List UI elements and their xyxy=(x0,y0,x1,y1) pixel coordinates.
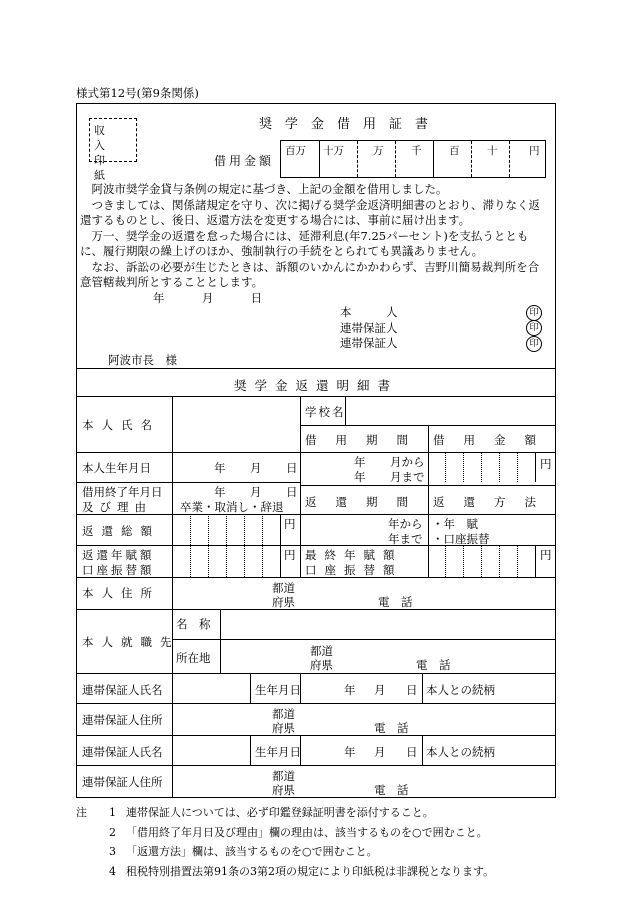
phone-label: 電 話 xyxy=(416,658,451,672)
label-end-date: 借用終了年月日 xyxy=(82,485,163,499)
rule xyxy=(76,609,556,610)
label-guarantor-birth: 生年月日 xyxy=(255,745,301,759)
rule xyxy=(172,673,173,798)
pref-line2: 府県 xyxy=(310,658,333,672)
revenue-stamp-box xyxy=(89,118,137,182)
digit-divider xyxy=(463,452,464,482)
rule xyxy=(172,639,556,640)
paragraph: なお、訴訟の必要が生じたときは、訴額のいかんにかかわらず、吉野川簡易裁判所を合意管轄裁判所とすることとします。 xyxy=(80,259,540,289)
document-title: 奨学金借用証書 xyxy=(258,117,441,132)
to-month: 月まで xyxy=(390,470,425,484)
digit-divider xyxy=(499,545,500,577)
label-final: 最終年賦額 xyxy=(305,548,403,562)
note-number: 2 xyxy=(109,825,116,839)
label-guarantor-name: 連帯保証人氏名 xyxy=(82,745,163,759)
label-relation: 本人との続柄 xyxy=(426,745,495,759)
stamp-line1: 収 入 xyxy=(94,124,134,152)
note-text: 「借用終了年月日及び理由」欄の理由は、該当するものを○で囲むこと。 xyxy=(126,825,488,839)
pref-line1: 都道 xyxy=(272,707,295,721)
digit-divider xyxy=(190,545,191,577)
phone-label: 電 話 xyxy=(374,783,409,797)
note-text: 租税特別措置法第91条の3第2項の規定により印紙税は非課税となります。 xyxy=(126,864,495,878)
pref-line1: 都道 xyxy=(272,581,295,595)
rule xyxy=(300,396,301,577)
date-month: 月 xyxy=(201,291,214,305)
unit-label: 十万 xyxy=(323,145,344,157)
label-annual: 返還年賦額 xyxy=(82,548,155,562)
digit-divider xyxy=(517,452,518,482)
pref-line1: 都道 xyxy=(272,769,295,783)
addressee: 阿波市長 様 xyxy=(108,353,177,367)
label-guarantor-address: 連帯保証人住所 xyxy=(82,775,163,789)
unit-label: 百万 xyxy=(285,145,306,157)
repay-to: 年まで xyxy=(388,532,423,546)
amount-label: 借用金額 xyxy=(214,154,275,168)
rule xyxy=(76,482,300,483)
digit-divider xyxy=(535,545,536,577)
seal-mark: 印 xyxy=(526,336,542,352)
g-month: 月 xyxy=(374,683,386,697)
label-repay-period: 返還期間 xyxy=(305,495,427,509)
paragraph: 万一、奨学金の返還を怠った場合には、延滞利息(年7.25パーセント)を支払うとともに、履行期限の繰上げのほか、強制執行の手続をとられても異議ありません。 xyxy=(80,228,529,258)
rule xyxy=(250,673,251,703)
note-item xyxy=(76,842,494,862)
digit-divider xyxy=(190,514,191,545)
digit-divider xyxy=(463,545,464,577)
method-annual[interactable]: ・年 賦 xyxy=(432,517,478,531)
rule xyxy=(428,425,429,577)
label-repay-method: 返還方法 xyxy=(433,495,555,509)
signer-principal: 本 人 xyxy=(340,305,398,319)
pref-line2: 府県 xyxy=(272,721,295,735)
method-transfer[interactable]: ・口座振替 xyxy=(432,532,490,546)
from-year: 年 xyxy=(354,455,366,469)
yen-unit: 円 xyxy=(540,457,552,471)
label-guarantor-address: 連帯保証人住所 xyxy=(82,713,163,727)
pref-line1: 都道 xyxy=(310,644,333,658)
label-end-reason: 及び理由 xyxy=(82,500,152,514)
seal-mark: 印 xyxy=(526,305,542,321)
label-repay-total: 返還総額 xyxy=(82,524,160,538)
digit-divider xyxy=(208,514,209,545)
label-borrow-period: 借用期間 xyxy=(305,433,427,447)
digit-divider xyxy=(244,514,245,545)
label-annual-transfer: 口座振替額 xyxy=(82,563,155,577)
digit-divider xyxy=(481,545,482,577)
signer-guarantor: 連帯保証人 xyxy=(340,336,398,350)
rule xyxy=(422,735,423,765)
birth-month: 月 xyxy=(250,461,262,475)
notes xyxy=(76,803,494,881)
unit-label: 円 xyxy=(529,145,540,157)
signer-guarantor: 連帯保証人 xyxy=(340,320,398,335)
note-item xyxy=(76,823,494,843)
from-month: 月から xyxy=(390,455,425,469)
unit-label: 千 xyxy=(411,145,422,157)
body-text xyxy=(80,182,550,291)
g-month: 月 xyxy=(374,745,386,759)
label-relation: 本人との続柄 xyxy=(426,683,495,697)
unit-label: 百 xyxy=(449,145,460,157)
digit-divider xyxy=(226,514,227,545)
note-item xyxy=(76,803,494,823)
end-day: 日 xyxy=(286,485,298,499)
amount-divider xyxy=(509,141,510,177)
date-year: 年 xyxy=(153,291,165,305)
note-number: 3 xyxy=(109,845,116,858)
digit-divider xyxy=(226,545,227,577)
label-guarantor-name: 連帯保証人氏名 xyxy=(82,683,163,697)
paragraph: 阿波市奨学金貸与条例の規定に基づき、上記の金額を借用しました。 xyxy=(80,182,448,196)
signers xyxy=(340,305,398,352)
amount-divider xyxy=(319,141,320,177)
amount-box[interactable] xyxy=(280,140,546,178)
rule xyxy=(76,735,556,736)
digit-divider xyxy=(499,452,500,482)
label-workplace: 本人就職先 xyxy=(82,635,180,649)
stamp-line2: 印 紙 xyxy=(94,154,134,182)
label-wp-name: 名 称 xyxy=(176,617,211,631)
unit-label: 万 xyxy=(373,145,384,157)
yen-unit: 円 xyxy=(284,517,296,531)
birth-day: 日 xyxy=(286,461,298,475)
end-reasons[interactable]: 卒業・取消し・辞退 xyxy=(180,500,284,514)
yen-unit: 円 xyxy=(540,548,552,562)
seal-mark: 印 xyxy=(526,320,542,336)
pref-line2: 府県 xyxy=(272,595,295,609)
note-number: 4 xyxy=(109,864,116,878)
rule xyxy=(250,735,251,765)
paragraph: つきましては、関係諸規定を守り、次に掲げる奨学金返済明細書のとおり、滞りなく返還するものとし、後日、返還方法を変更する場合には、事前に届け出ます。 xyxy=(80,197,540,227)
label-borrow-amount: 借用金額 xyxy=(433,433,555,447)
end-year: 年 xyxy=(214,485,226,499)
label-address: 本人住所 xyxy=(82,586,160,600)
label-birth: 本人生年月日 xyxy=(82,461,151,475)
rule xyxy=(220,609,221,673)
phone-label: 電 話 xyxy=(378,595,413,609)
note-number: 1 xyxy=(109,806,116,819)
amount-divider xyxy=(395,141,396,177)
note-text: 「返還方法」欄は、該当するものを○で囲むこと。 xyxy=(126,845,378,858)
digit-divider xyxy=(262,514,263,545)
label-wp-location: 所在地 xyxy=(176,651,211,665)
rule xyxy=(172,396,173,609)
rule xyxy=(422,673,423,703)
digit-divider xyxy=(244,545,245,577)
digit-divider xyxy=(445,545,446,577)
g-day: 日 xyxy=(406,683,418,697)
g-year: 年 xyxy=(344,745,356,759)
label-final-transfer: 口座振替額 xyxy=(305,563,403,577)
phone-label: 電 話 xyxy=(374,721,409,735)
label-name: 本人氏名 xyxy=(82,418,160,432)
note-text: 連帯保証人については、必ず印鑑登録証明書を添付すること。 xyxy=(126,806,434,819)
amount-divider xyxy=(433,141,434,177)
amount-divider xyxy=(471,141,472,177)
digit-divider xyxy=(517,545,518,577)
birth-year: 年 xyxy=(214,461,226,475)
rule xyxy=(76,673,556,674)
digit-divider xyxy=(280,545,281,577)
end-month: 月 xyxy=(250,485,262,499)
note-item xyxy=(76,862,494,882)
g-day: 日 xyxy=(406,745,418,759)
digit-divider xyxy=(481,452,482,482)
digit-divider xyxy=(208,545,209,577)
rule xyxy=(76,452,556,453)
table-title: 奨学金返還明細書 xyxy=(233,378,398,393)
label-guarantor-birth: 生年月日 xyxy=(255,683,301,697)
rule xyxy=(76,703,556,704)
digit-divider xyxy=(262,545,263,577)
to-year: 年 xyxy=(354,470,366,484)
label-school: 学校名 xyxy=(305,405,346,419)
g-year: 年 xyxy=(344,683,356,697)
date-line xyxy=(153,290,262,306)
yen-unit: 円 xyxy=(284,548,296,562)
form-number: 様式第12号(第9条関係) xyxy=(76,86,199,100)
digit-divider xyxy=(280,514,281,545)
rule xyxy=(76,765,556,766)
digit-divider xyxy=(535,452,536,482)
notes-label: 注 xyxy=(76,806,87,819)
repay-from: 年から xyxy=(388,517,423,531)
unit-label: 十 xyxy=(487,145,498,157)
digit-divider xyxy=(445,452,446,482)
rule xyxy=(76,396,556,397)
date-day: 日 xyxy=(250,291,263,305)
pref-line2: 府県 xyxy=(272,783,295,797)
amount-divider xyxy=(357,141,358,177)
